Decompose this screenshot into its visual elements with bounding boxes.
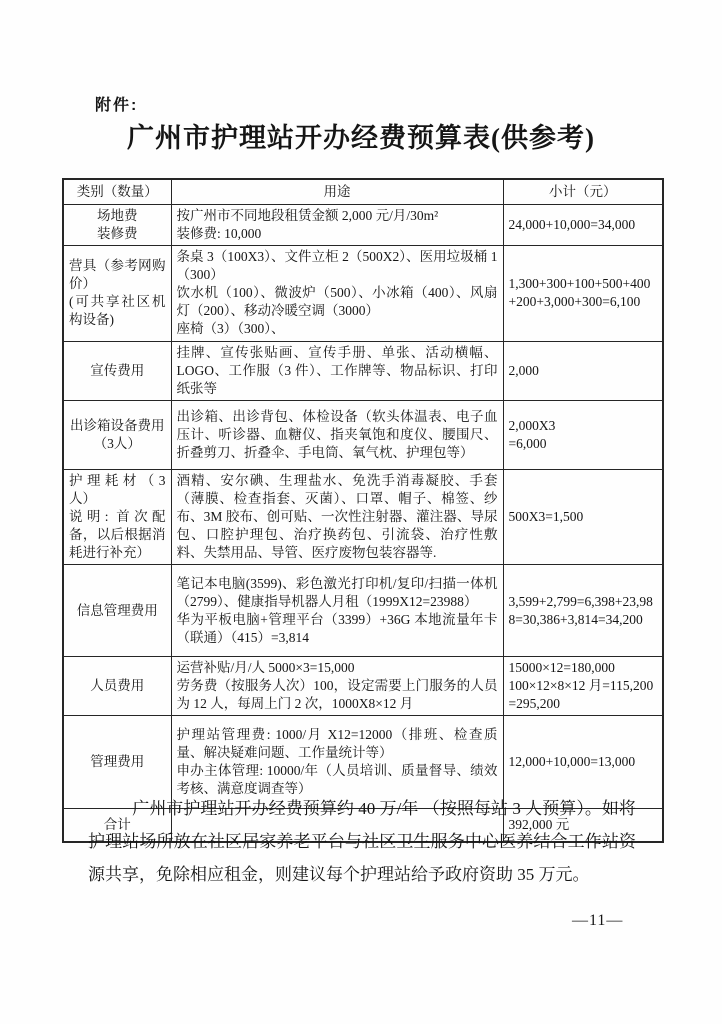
category-line: 护理耗材（3 人） [69,472,166,506]
usage-line: 饮水机（100）、微波炉（500）、小冰箱（400）、风扇灯（200）、移动冷暖空调（3000） [176,285,498,319]
usage-line: 装修费: 10,000 [176,226,262,242]
category-line: 出诊箱设备费用 [70,417,165,433]
category-line: 合计 [103,817,131,833]
page-number: —11— [572,912,624,929]
usage-line: 劳务费（按服务人次）100，设定需要上门服务的人员为 12 人，每周上门 2 次，1000X8×12 月 [176,678,498,712]
category-line: 宣传费用 [90,362,145,378]
usage-line: 运营补贴/月/人 5000×3=15,000 [176,660,355,676]
subtotal-line: 1,300+300+100+500+400+200+3,000+300=6,100 [508,276,651,310]
usage-cell [171,341,503,400]
usage-line: 挂牌、宣传张贴画、宣传手册、单张、活动横幅、LOGO、工作服（3 件）、工作牌等、物品标识、打印纸张等 [176,344,498,396]
subtotal-line: 24,000+10,000=34,000 [508,217,636,233]
subtotal-line: =6,000 [508,435,547,451]
usage-line: 护理站管理费: 1000/月 X12=12000（排班、检查质量、解决疑难问题、工作量统计等） [176,727,498,761]
subtotal-line: 100×12×8×12 月=115,200 [508,678,654,694]
subtotal-line: 500X3=1,500 [508,508,584,524]
subtotal-cell [503,469,663,564]
usage-line: 华为平板电脑+管理平台（3399）+36G 本地流量年卡（联通）（415）=3,814 [176,611,498,645]
table-row [63,400,663,469]
usage-cell [171,469,503,564]
usage-cell [171,400,503,469]
usage-line: 座椅（3）（300）、 [176,321,285,337]
page-title: 广州市护理站开办经费预算表(供参考) [127,123,595,153]
usage-line: 条桌 3（100X3）、文件立柜 2（500X2）、医用垃圾桶 1（300） [176,249,498,283]
column-header-usage: 用途 [171,179,503,205]
category-line: 营具（参考网购价） [69,258,166,292]
category-cell [63,205,171,246]
usage-line: 酒精、安尔碘、生理盐水、免洗手消毒凝胶、手套（薄膜、检查指套、灭菌）、口罩、帽子、棉签、纱布、3M 胶布、创可贴、一次性注射器、灌注器、导尿包、口腔护理包、治疗换药包、引流袋、治疗性敷料、失禁用品、导管、医疗废物包装容器等. [176,472,498,561]
table-row [63,469,663,564]
subtotal-line: 392,000 元 [508,817,570,833]
subtotal-line: 15000×12=180,000 [508,660,615,676]
table-row [63,565,663,657]
usage-line: 出诊箱、出诊背包、体检设备（软头体温表、电子血压计、听诊器、血糖仪、指夹氧饱和度仪、腰围尺、折叠剪刀、折叠伞、手电筒、氧气枕、护理包等） [176,408,498,460]
table-header-row [63,179,663,205]
subtotal-line: 12,000+10,000=13,000 [508,754,636,770]
subtotal-cell [503,657,663,716]
table-row [63,657,663,716]
category-cell [63,400,171,469]
category-line: 装修费 [97,226,138,242]
usage-line: 笔记本电脑(3599)、彩色激光打印机/复印/扫描一体机（2799）、健康指导机器人月租（1999X12=23988） [176,575,498,609]
usage-cell [171,565,503,657]
column-header-category: 类别（数量） [63,179,171,205]
category-cell [63,469,171,564]
column-header-subtotal: 小计（元） [503,179,663,205]
footer-paragraph: 广州市护理站开办经费预算约 40 万/年 （按照每站 3 人预算）。如将护理站场所放在社区居家养老平台与社区卫生服务中心医养结合工作站资源共享，免除相应租金，则建议每个护理站给予政府资助 35 万元。 [88,799,636,884]
subtotal-cell [503,246,663,341]
category-line: 说明: 首次配备，以后根据消耗进行补充） [69,508,166,561]
category-line: （3人） [93,435,141,451]
subtotal-cell [503,400,663,469]
usage-cell [171,205,503,246]
category-cell [63,565,171,657]
category-line: 场地费 [97,208,138,223]
subtotal-cell [503,565,663,657]
subtotal-line: 2,000 [508,362,539,378]
subtotal-line: 2,000X3 [508,417,556,433]
category-line: 人员费用 [90,678,145,694]
table-row [63,246,663,341]
budget-table [62,178,664,843]
subtotal-cell [503,341,663,400]
category-cell [63,246,171,341]
usage-cell [171,657,503,716]
usage-line: 申办主体管理: 10000/年（人员培训、质量督导、绩效考核、满意度调查等） [176,763,498,797]
category-cell [63,341,171,400]
subtotal-line: 3,599+2,799=6,398+23,988=30,386+3,814=34,200 [508,593,653,627]
category-cell [63,657,171,716]
category-line: 信息管理费用 [76,602,158,618]
subtotal-cell [503,205,663,246]
usage-cell [171,246,503,341]
table-row [63,341,663,400]
usage-line: 按广州市不同地段租赁金额 2,000 元/月/30m² [176,208,439,223]
category-line: (可共享社区机构设备) [69,294,166,328]
subtotal-line: =295,200 [508,696,560,712]
attachment-label: 附件: [95,97,139,114]
table-row [63,205,663,246]
category-line: 管理费用 [90,754,145,770]
